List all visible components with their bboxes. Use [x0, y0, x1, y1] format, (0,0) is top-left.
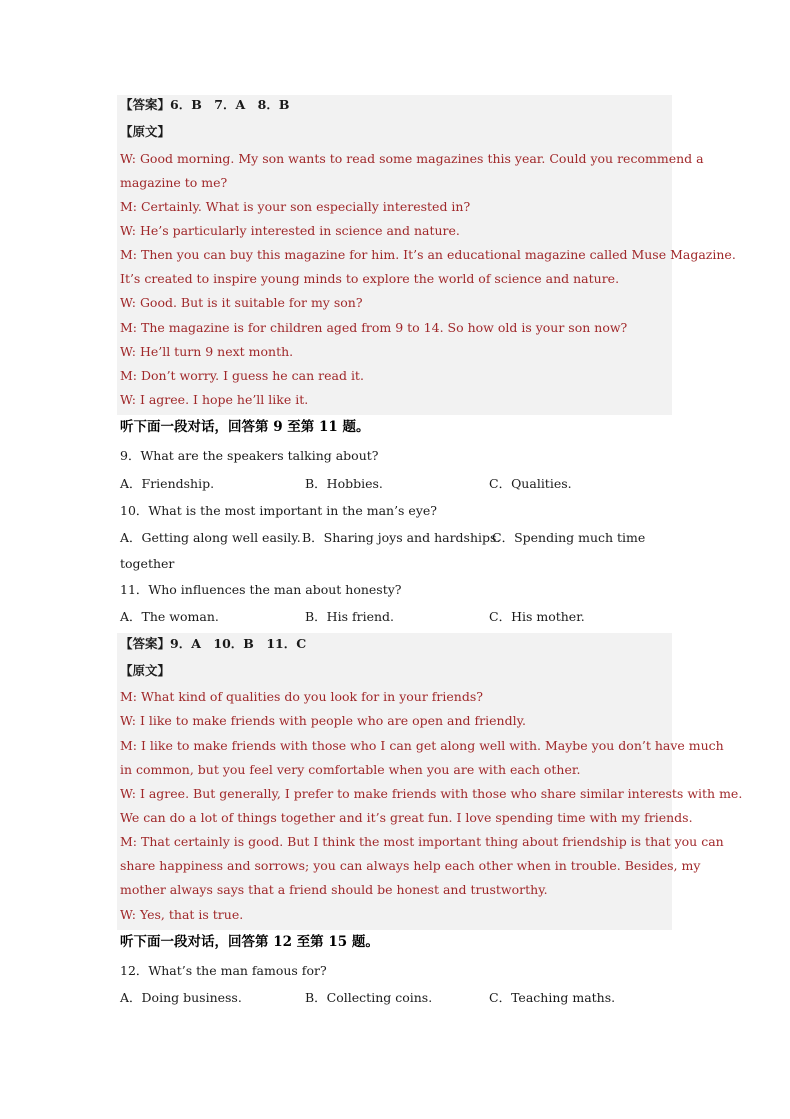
script-line: W: I like to make friends with people who are open and friendly. — [120, 713, 526, 728]
question-9: 9．What are the speakers talking about? — [120, 448, 379, 463]
answer-line-1: 【答案】6．B 7．A 8．B — [120, 97, 290, 112]
q11-option-b: B．His friend. — [305, 609, 394, 624]
script-line: M: Don’t worry. I guess he can read it. — [120, 368, 364, 383]
script-line: W: I agree. I hope he’ll like it. — [120, 392, 309, 407]
q12-option-c: C．Teaching maths. — [489, 990, 616, 1005]
q11-option-a: A．The woman. — [120, 609, 219, 624]
q9-option-a: A．Friendship. — [120, 476, 215, 491]
script-line: M: Then you can buy this magazine for him. It’s an educational magazine called Muse Magazine. — [120, 247, 736, 262]
q10-option-b: B．Sharing joys and hardships. — [302, 530, 501, 545]
script-line: W: I agree. But generally, I prefer to make friends with those who share similar interests with me. — [120, 786, 743, 801]
script-line: M: The magazine is for children aged from 9 to 14. So how old is your son now? — [120, 320, 628, 335]
script-label-2: 【原文】 — [120, 663, 171, 678]
q10-option-c-continued: together — [120, 556, 175, 571]
script-line: M: That certainly is good. But I think the most important thing about friendship is that you can — [120, 834, 724, 849]
section-heading-2: 听下面一段对话，回答第 9 至第 11 题。 — [120, 419, 370, 435]
script-line: in common, but you feel very comfortable when you are with each other. — [120, 762, 581, 777]
script-line: M: What kind of qualities do you look for in your friends? — [120, 689, 483, 704]
script-line: W: Yes, that is true. — [120, 907, 244, 922]
script-line: W: Good morning. My son wants to read some magazines this year. Could you recommend a — [120, 151, 704, 166]
script-line: W: He’ll turn 9 next month. — [120, 344, 294, 359]
script-line: W: He’s particularly interested in science and nature. — [120, 223, 460, 238]
script-line: share happiness and sorrows; you can always help each other when in trouble. Besides, my — [120, 858, 701, 873]
q10-option-c: C．Spending much time — [492, 530, 646, 545]
q11-option-c: C．His mother. — [489, 609, 585, 624]
script-line: W: Good. But is it suitable for my son? — [120, 295, 363, 310]
q9-option-c: C．Qualities. — [489, 476, 572, 491]
script-line: M: Certainly. What is your son especially interested in? — [120, 199, 471, 214]
script-line: M: I like to make friends with those who I can get along well with. Maybe you don’t have much — [120, 738, 724, 753]
question-12: 12．What’s the man famous for? — [120, 963, 327, 978]
script-label-1: 【原文】 — [120, 124, 171, 139]
section-heading-3: 听下面一段对话，回答第 12 至第 15 题。 — [120, 934, 379, 950]
script-line: mother always says that a friend should be honest and trustworthy. — [120, 882, 548, 897]
script-line: magazine to me? — [120, 175, 228, 190]
q12-option-b: B．Collecting coins. — [305, 990, 433, 1005]
script-line: We can do a lot of things together and it’s great fun. I love spending time with my friends. — [120, 810, 693, 825]
q10-option-a: A．Getting along well easily. — [120, 530, 301, 545]
question-11: 11．Who influences the man about honesty? — [120, 582, 402, 597]
question-10: 10．What is the most important in the man’s eye? — [120, 503, 437, 518]
q12-option-a: A．Doing business. — [120, 990, 242, 1005]
q9-option-b: B．Hobbies. — [305, 476, 383, 491]
script-line: It’s created to inspire young minds to explore the world of science and nature. — [120, 271, 620, 286]
answer-line-2: 【答案】9．A 10．B 11．C — [120, 636, 307, 651]
